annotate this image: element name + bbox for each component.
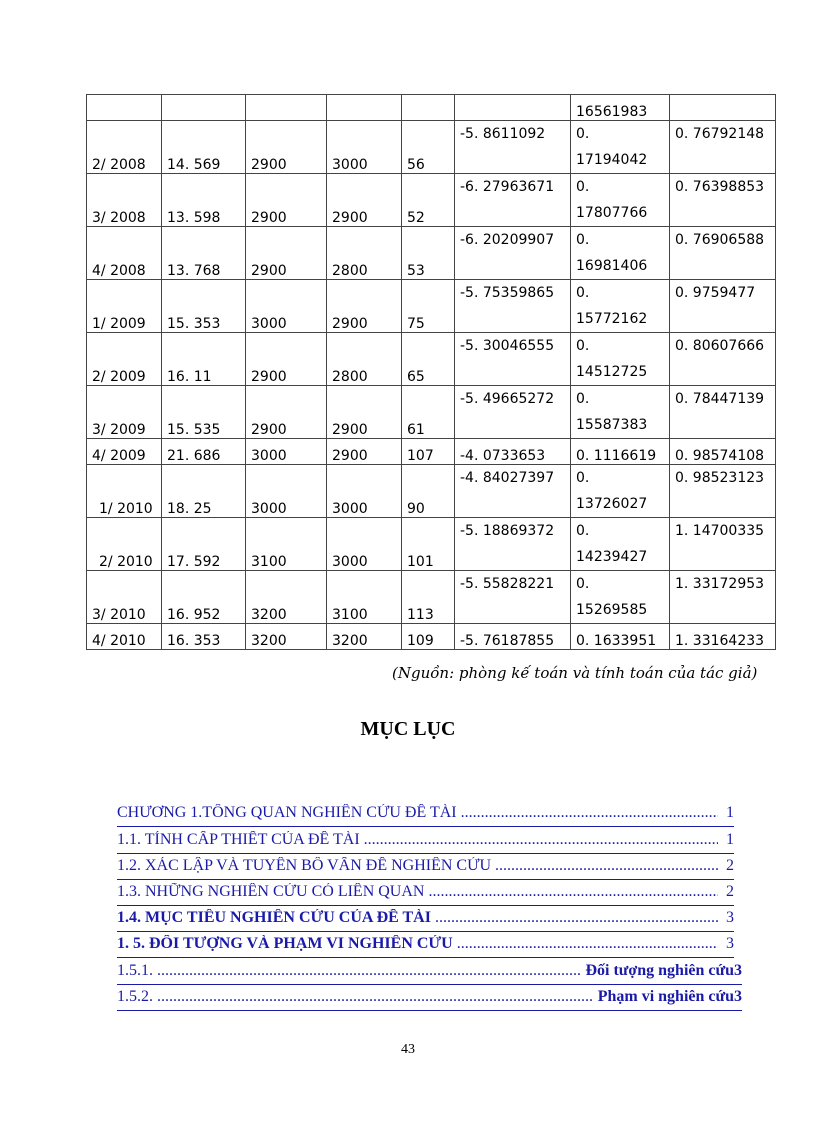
toc-entry-page: 3 — [726, 909, 734, 926]
table-cell: 0. 76792148 — [670, 121, 776, 174]
toc-entry-text: CHƯƠNG 1.TỔNG QUAN NGHIÊN CỨU ĐỀ TÀI — [117, 804, 457, 821]
table-cell — [162, 95, 246, 121]
table-row — [87, 95, 776, 121]
table-cell: 16. 952 — [162, 571, 246, 624]
table-cell: 1. 33172953 — [670, 571, 776, 624]
table-cell: 2800 — [327, 333, 402, 386]
table-cell: 0. 17807766 — [571, 174, 670, 227]
toc-entry-1-5[interactable] — [117, 935, 734, 958]
table-row — [87, 518, 776, 571]
toc-entry-title: Phạm vi nghiên cứu3 — [597, 988, 742, 1005]
table-cell: 4/ 2008 — [87, 227, 162, 280]
table-cell: -5. 8611092 — [455, 121, 571, 174]
toc-entry-text: 1.2. XÁC LẬP VÀ TUYÊN BỐ VẤN ĐỀ NGHIÊN CỨU — [117, 857, 492, 874]
table-cell: 4/ 2009 — [87, 439, 162, 465]
table-cell: 101 — [402, 518, 455, 571]
table-cell: 1. 14700335 — [670, 518, 776, 571]
table-cell: 3000 — [327, 121, 402, 174]
table-cell: 3200 — [246, 571, 327, 624]
table-cell: 3/ 2008 — [87, 174, 162, 227]
table-row — [87, 571, 776, 624]
table-row — [87, 333, 776, 386]
table-cell — [670, 95, 776, 121]
table-cell: 0. 14512725 — [571, 333, 670, 386]
table-cell: 0. 80607666 — [670, 333, 776, 386]
table-cell: 18. 25 — [162, 465, 246, 518]
table-cell: 2/ 2010 — [87, 518, 162, 571]
toc-entry-title: Đối tượng nghiên cứu3 — [585, 962, 742, 979]
table-cell: 0. 98523123 — [670, 465, 776, 518]
table-cell: 2/ 2009 — [87, 333, 162, 386]
table-row — [87, 174, 776, 227]
table-cell — [455, 95, 571, 121]
table-cell: -5. 18869372 — [455, 518, 571, 571]
table-cell: 0. 15772162 — [571, 280, 670, 333]
toc-entry-text: 1.4. MỤC TIÊU NGHIÊN CỨU CỦA ĐỀ TÀI — [117, 909, 431, 926]
table-cell — [327, 95, 402, 121]
source-note: (Nguồn: phòng kế toán và tính toán của tác giả) — [392, 664, 758, 682]
table-cell: 16. 11 — [162, 333, 246, 386]
table-row — [87, 280, 776, 333]
table-cell: -4. 0733653 — [455, 439, 571, 465]
table-cell: -6. 27963671 — [455, 174, 571, 227]
table-cell: 13. 768 — [162, 227, 246, 280]
table-cell: 2900 — [327, 386, 402, 439]
table-cell: -5. 76187855 — [455, 624, 571, 650]
table-cell: -5. 75359865 — [455, 280, 571, 333]
toc-entry-text: 1.5.2. — [117, 988, 153, 1005]
table-cell: 2900 — [327, 439, 402, 465]
toc-entry-1-2[interactable] — [117, 857, 734, 880]
toc-entry-1-5-1[interactable] — [117, 962, 742, 985]
table-row — [87, 439, 776, 465]
table-cell: 0. 14239427 — [571, 518, 670, 571]
table-cell: -5. 49665272 — [455, 386, 571, 439]
table-cell: 0. 76398853 — [670, 174, 776, 227]
toc-entry-text: 1. 5. ĐỐI TƯỢNG VÀ PHẠM VI NGHIÊN CỨU — [117, 935, 453, 952]
table-cell: 2800 — [327, 227, 402, 280]
toc-entry-chapter-1[interactable] — [117, 804, 734, 827]
toc-entry-page: 3 — [726, 935, 734, 952]
table-cell: 15. 353 — [162, 280, 246, 333]
page-number: 43 — [401, 1042, 415, 1057]
table-cell: 3100 — [246, 518, 327, 571]
table-cell: 90 — [402, 465, 455, 518]
table-cell — [87, 95, 162, 121]
toc-heading: MỤC LỤC — [360, 718, 456, 740]
table-cell: 0. 98574108 — [670, 439, 776, 465]
data-table — [86, 94, 776, 650]
table-cell: 61 — [402, 386, 455, 439]
table-cell: 1/ 2010 — [87, 465, 162, 518]
table-cell: 53 — [402, 227, 455, 280]
table-row — [87, 624, 776, 650]
table-cell: 0. 9759477 — [670, 280, 776, 333]
table-cell: 0. 15587383 — [571, 386, 670, 439]
table-row — [87, 386, 776, 439]
table-cell: 0. 1633951 — [571, 624, 670, 650]
table-cell: 3/ 2009 — [87, 386, 162, 439]
table-cell: 16. 353 — [162, 624, 246, 650]
table-cell: -6. 20209907 — [455, 227, 571, 280]
table-row — [87, 121, 776, 174]
table-cell: 0. 78447139 — [670, 386, 776, 439]
table-cell: 2900 — [327, 280, 402, 333]
table-cell: 1. 33164233 — [670, 624, 776, 650]
table-cell: 4/ 2010 — [87, 624, 162, 650]
table-cell — [246, 95, 327, 121]
table-cell: -5. 30046555 — [455, 333, 571, 386]
table-cell: 0. 17194042 — [571, 121, 670, 174]
table-cell: 3000 — [246, 439, 327, 465]
table-cell: 0. 16981406 — [571, 227, 670, 280]
table-cell: 2/ 2008 — [87, 121, 162, 174]
table-cell: 0. 13726027 — [571, 465, 670, 518]
table-cell: 3100 — [327, 571, 402, 624]
table-cell: 65 — [402, 333, 455, 386]
toc-entry-1-1[interactable] — [117, 831, 734, 854]
table-cell: 113 — [402, 571, 455, 624]
table-cell: 2900 — [327, 174, 402, 227]
table-cell: -5. 55828221 — [455, 571, 571, 624]
table-cell: 56 — [402, 121, 455, 174]
table-cell: 13. 598 — [162, 174, 246, 227]
table-cell: 3/ 2010 — [87, 571, 162, 624]
table-cell: 3200 — [246, 624, 327, 650]
table-cell: 3200 — [327, 624, 402, 650]
table-cell: 2900 — [246, 386, 327, 439]
table-cell: 3000 — [327, 518, 402, 571]
table-cell: 14. 569 — [162, 121, 246, 174]
table-cell: 2900 — [246, 121, 327, 174]
table-cell: 0. 76906588 — [670, 227, 776, 280]
toc-entry-page: 1 — [726, 831, 734, 848]
table-cell: 109 — [402, 624, 455, 650]
table-cell: 52 — [402, 174, 455, 227]
table-cell: 3000 — [246, 465, 327, 518]
table-cell: 2900 — [246, 227, 327, 280]
table-row — [87, 227, 776, 280]
table-cell: 3000 — [246, 280, 327, 333]
table-cell — [402, 95, 455, 121]
table-row — [87, 465, 776, 518]
table-cell: -4. 84027397 — [455, 465, 571, 518]
table-cell: 107 — [402, 439, 455, 465]
toc-entry-text: 1.3. NHỮNG NGHIÊN CỨU CÓ LIÊN QUAN — [117, 883, 425, 900]
table-cell: 2900 — [246, 174, 327, 227]
toc-entry-page: 2 — [726, 857, 734, 874]
table-cell: 16561983 — [571, 95, 670, 121]
table-cell: 15. 535 — [162, 386, 246, 439]
table-cell: 1/ 2009 — [87, 280, 162, 333]
toc-entry-text: 1.1. TÍNH CẤP THIẾT CỦA ĐỀ TÀI — [117, 831, 360, 848]
table-cell: 2900 — [246, 333, 327, 386]
table-cell: 3000 — [327, 465, 402, 518]
table-cell: 75 — [402, 280, 455, 333]
toc-entry-page: 2 — [726, 883, 734, 900]
toc-entry-text: 1.5.1. — [117, 962, 153, 979]
toc-entry-1-3[interactable] — [117, 883, 734, 906]
table-cell: 0. 1116619 — [571, 439, 670, 465]
toc-entry-1-5-2[interactable] — [117, 988, 742, 1011]
toc-entry-1-4[interactable] — [117, 909, 734, 932]
toc-entry-page: 1 — [726, 804, 734, 821]
table-cell: 17. 592 — [162, 518, 246, 571]
table-cell: 21. 686 — [162, 439, 246, 465]
table-cell: 0. 15269585 — [571, 571, 670, 624]
